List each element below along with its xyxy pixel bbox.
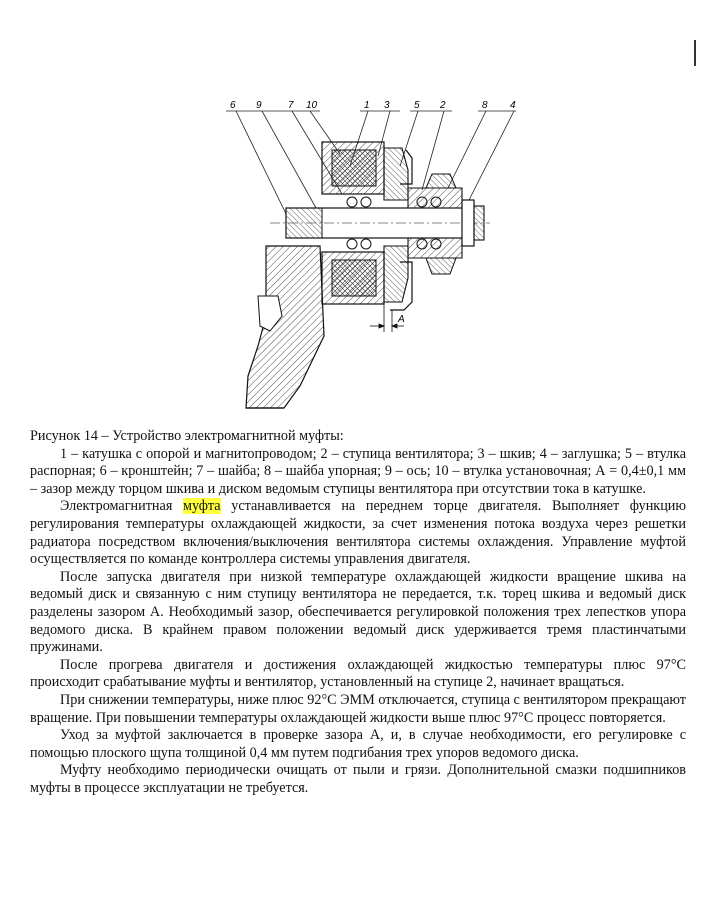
callout-label: 2 [440, 100, 446, 111]
scroll-indicator [694, 40, 696, 66]
callout-label: 6 [230, 100, 236, 111]
paragraph: При снижении температуры, ниже плюс 92°С ЭММ отключается, ступица с вентилятором прекращают вращение. При повышении температуры охлаждающей жидкости выше плюс 97°С процесс повторяется. [30, 691, 686, 726]
figure-caption-legend: 1 – катушка с опорой и магнитопроводом; 2 – ступица вентилятора; 3 – шкив; 4 – заглушка; 5 – втулка распорная; 6 – кронштейн; 7 – шайба; 8 – шайба упорная; 9 – ось; 10 – втулка установочная; А = 0,4±0,1 мм – зазор между торцом шкива и диском ведомым ступицы вентилятора при отсутствии тока в катушке. [30, 445, 686, 497]
search-highlight: муфта [183, 498, 221, 515]
paragraph-text: Электромагнитная [60, 498, 183, 515]
paragraph-text: устанавливается на переднем торце двигателя. Выполняет функцию регулирования температуры охлаждающей жидкости, за счет изменения потока воздуха через решетки радиатора посредством включения/выключения вентилятора системы охлаждения. Управление муфтой осуществляется по команде контроллера системы управления двигателя. [30, 498, 686, 568]
paragraph: После запуска двигателя при низкой температуре охлаждающей жидкости вращение шкива на ведомый диск и связанную с ним ступицу вентилятора не передается, т.к. торец шкива и ведомый диск разделены зазором А. Необходимый зазор, обеспечивается регулировкой положения трех лепестков упора ведомого диска. В крайнем правом положении ведомый диск удерживается тремя пластинчатыми пружинами. [30, 568, 686, 656]
document-text [30, 428, 686, 797]
callout-label: 8 [482, 100, 488, 111]
paragraph: Муфту необходимо периодически очищать от пыли и грязи. Дополнительной смазки подшипников муфты в процессе эксплуатации не требуется. [30, 762, 686, 796]
callout-label: 9 [256, 100, 262, 111]
callout-label: 5 [414, 100, 420, 111]
clutch-drawing [200, 96, 530, 416]
callout-label: 10 [306, 100, 318, 111]
figure-caption-title: Рисунок 14 – Устройство электромагнитной муфты: [30, 428, 344, 444]
paragraph [30, 498, 686, 568]
callout-label: 4 [510, 100, 516, 111]
paragraph: Уход за муфтой заключается в проверке зазора А, и, в случае необходимости, его регулировке с помощью плоского щупа толщиной 0,4 мм путем подгибания трех упоров ведомого диска. [30, 727, 686, 761]
paragraph: После прогрева двигателя и достижения охлаждающей жидкостью температуры плюс 97°С происходит срабатывание муфты и вентилятор, установленный на ступице 2, начинает вращаться. [30, 656, 686, 691]
callout-label: 7 [288, 100, 294, 111]
callout-label: 3 [384, 100, 390, 111]
callout-label: 1 [364, 100, 370, 111]
dimension-label-a: A [398, 314, 405, 325]
